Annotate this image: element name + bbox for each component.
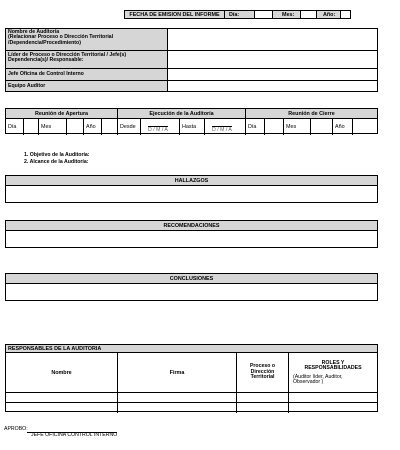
apertura-dia-label: Día xyxy=(6,119,24,135)
fecha-emision-bar xyxy=(124,10,351,19)
mes-field[interactable] xyxy=(301,11,317,18)
firma-col-header: Firma xyxy=(118,353,237,392)
responsable-1-rol[interactable] xyxy=(289,393,377,402)
mes-label: Mes: xyxy=(273,11,301,18)
info-row-equipo xyxy=(6,81,377,93)
equipo-auditor-label: Equipo Auditor xyxy=(8,83,46,89)
conclusiones-field[interactable] xyxy=(6,284,377,300)
fechas-table xyxy=(5,108,378,134)
conclusiones-section xyxy=(5,273,378,301)
hallazgos-header: HALLAZGOS xyxy=(6,176,377,186)
jefe-oficina-field[interactable] xyxy=(168,69,377,80)
desde-dma-hint: D / M / A xyxy=(148,126,168,133)
info-row-lider xyxy=(6,51,377,69)
fechas-values-row xyxy=(6,119,377,135)
cierre-ano-field[interactable] xyxy=(353,119,377,135)
responsables-header-row xyxy=(6,353,377,393)
proceso-col-header: Proceso o Dirección Territorial xyxy=(237,353,289,392)
objetivo-auditoria: 1. Objetivo de la Auditoría: xyxy=(24,152,90,158)
nombre-auditoria-label: Nombre de Auditoría (Relacionar Proceso o Dirección Territorial /Dependencia/Procedimiento) xyxy=(8,29,114,46)
cierre-dia-field[interactable] xyxy=(265,119,284,135)
aprobo-label: APROBO: xyxy=(4,426,28,432)
jefe-oficina-label: Jefe Oficina de Control Interno xyxy=(8,71,84,77)
nombre-auditoria-field[interactable] xyxy=(168,29,377,50)
dia-label: Día: xyxy=(225,11,255,18)
recomendaciones-header: RECOMENDACIONES xyxy=(6,221,377,231)
alcance-auditoria: 2. Alcance de la Auditoría: xyxy=(24,159,89,165)
responsable-2-nombre[interactable] xyxy=(6,403,118,413)
apertura-mes-field[interactable] xyxy=(67,119,84,135)
fechas-header-row xyxy=(6,109,377,119)
responsable-2-firma[interactable] xyxy=(118,403,237,413)
dia-field[interactable] xyxy=(255,11,273,18)
info-row-nombre xyxy=(6,29,377,51)
apertura-dia-field[interactable] xyxy=(24,119,39,135)
responsable-1-firma[interactable] xyxy=(118,393,237,402)
cierre-dia-label: Día xyxy=(246,119,265,135)
recomendaciones-section xyxy=(5,220,378,248)
apertura-ano-label: Año xyxy=(84,119,102,135)
desde-field[interactable] xyxy=(141,119,180,135)
responsable-1-nombre[interactable] xyxy=(6,393,118,402)
ejecucion-auditoria-header: Ejecución de la Auditoría xyxy=(118,109,246,118)
responsable-1-proceso[interactable] xyxy=(237,393,289,402)
conclusiones-header: CONCLUSIONES xyxy=(6,274,377,284)
responsable-row-2 xyxy=(6,403,377,413)
apertura-ano-field[interactable] xyxy=(102,119,118,135)
hasta-field[interactable] xyxy=(205,119,246,135)
responsables-table xyxy=(5,344,378,412)
auditoria-info-table xyxy=(5,28,378,92)
reunion-cierre-header: Reunión de Cierre xyxy=(288,110,335,117)
hasta-label: Hasta xyxy=(180,119,205,135)
apertura-mes-label: Mes xyxy=(39,119,67,135)
jefe-oficina-signature-caption: JEFE OFICINA CONTROL INTERNO xyxy=(31,432,118,438)
nombre-col-header: Nombre xyxy=(6,353,118,392)
cierre-mes-field[interactable] xyxy=(311,119,333,135)
hasta-dma-hint: D / M / A xyxy=(212,126,232,133)
desde-label: Desde xyxy=(118,119,141,135)
roles-subtitle: (Auditor líder, Auditor, Observador ) xyxy=(293,374,343,386)
reunion-apertura-header: Reunión de Apertura xyxy=(6,109,118,118)
fecha-emision-label: FECHA DE EMISION DEL INFORME xyxy=(125,11,225,18)
lider-proceso-label: Líder de Proceso o Dirección Territorial / Jefe(s) Dependencia(s)/ Responsable: xyxy=(8,52,127,64)
responsables-title: RESPONSABLES DE LA AUDITORIA xyxy=(6,345,377,353)
responsable-row-1 xyxy=(6,393,377,403)
responsable-2-proceso[interactable] xyxy=(237,403,289,413)
responsable-2-rol[interactable] xyxy=(289,403,377,413)
roles-title: ROLES Y RESPONSABILIDADES xyxy=(304,360,362,372)
info-row-jefe xyxy=(6,69,377,81)
lider-proceso-field[interactable] xyxy=(168,51,377,68)
cierre-mes-label: Mes xyxy=(284,119,311,135)
ano-label: Año: xyxy=(317,11,341,18)
roles-col-header xyxy=(289,353,377,392)
ano-field[interactable] xyxy=(341,11,352,18)
cierre-ano-label: Año xyxy=(333,119,353,135)
hallazgos-field[interactable] xyxy=(6,186,377,202)
equipo-auditor-field[interactable] xyxy=(168,81,377,93)
hallazgos-section xyxy=(5,175,378,203)
recomendaciones-field[interactable] xyxy=(6,231,377,247)
